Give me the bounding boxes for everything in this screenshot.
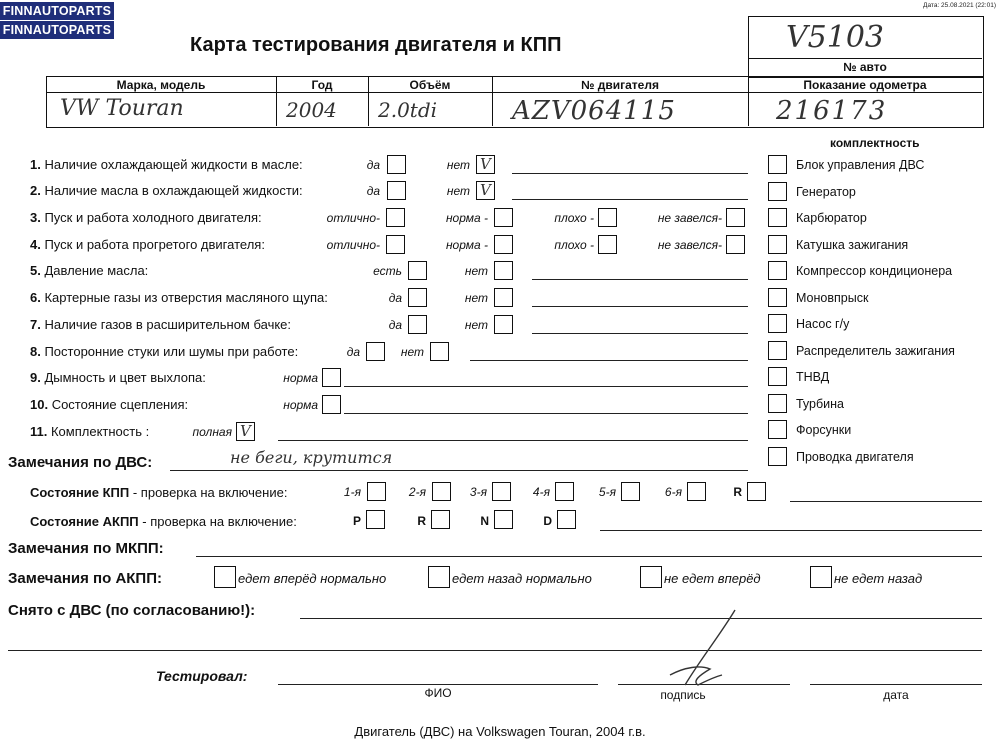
engine-remarks-value: не беги, крутится <box>230 448 393 467</box>
completeness-checkbox[interactable] <box>768 314 787 333</box>
completeness-checkbox[interactable] <box>768 447 787 466</box>
item-number: 7. <box>30 317 41 332</box>
completeness-item-label: Турбина <box>796 396 844 411</box>
item-number: 11. <box>30 424 48 439</box>
mode-checkbox[interactable] <box>431 510 450 529</box>
col-volume-header: Объём <box>409 78 451 92</box>
option-label: отлично- <box>326 238 380 252</box>
checkbox[interactable] <box>386 208 405 227</box>
mode-label: N <box>480 514 489 528</box>
option-label: плохо - <box>554 238 594 252</box>
completeness-item-label: Катушка зажигания <box>796 237 909 252</box>
gear-checkbox[interactable] <box>621 482 640 501</box>
kpp-label: Состояние КПП - проверка на включение: <box>30 485 288 500</box>
checkbox[interactable] <box>494 208 513 227</box>
item-number: 1. <box>30 157 41 172</box>
completeness-checkbox[interactable] <box>768 208 787 227</box>
akpp-remark-label: не едет назад <box>834 571 923 586</box>
mode-checkbox[interactable] <box>494 510 513 529</box>
akpp-remark-checkbox[interactable] <box>428 566 450 588</box>
fio-caption: ФИО <box>424 686 452 700</box>
check-mark: V <box>480 155 491 173</box>
item-number: 5. <box>30 263 41 278</box>
completeness-item-label: Генератор <box>796 184 856 199</box>
checklist-item-label <box>30 183 303 198</box>
option-label: не завелся- <box>657 211 722 225</box>
mode-label: P <box>352 514 361 528</box>
signature-image <box>640 605 750 700</box>
col-odometer-header: Показание одометра <box>803 78 927 92</box>
gear-checkbox[interactable] <box>747 482 766 501</box>
item-text: Дымность и цвет выхлопа: <box>40 370 206 385</box>
print-date: Дата: 25.08.2021 (22:01) <box>923 2 996 9</box>
checkbox[interactable] <box>494 288 513 307</box>
checkbox[interactable] <box>726 235 745 254</box>
gear-label: 3-я <box>469 485 487 499</box>
completeness-checkbox[interactable] <box>768 394 787 413</box>
divider <box>748 58 982 59</box>
item-text: Давление масла: <box>40 263 149 278</box>
model-value: VW Touran <box>60 96 184 121</box>
checklist-item-label <box>30 317 291 332</box>
volume-value: 2.0tdi <box>378 98 438 122</box>
checkbox[interactable] <box>387 181 406 200</box>
item-text: Состояние сцепления: <box>48 397 189 412</box>
engine-remarks-line[interactable] <box>170 470 748 471</box>
option-label: нет <box>446 184 470 198</box>
option-label: да <box>346 345 360 359</box>
completeness-checkbox[interactable] <box>768 341 787 360</box>
mode-label: D <box>543 514 552 528</box>
completeness-item-label: Форсунки <box>796 423 852 437</box>
year-value: 2004 <box>286 98 337 122</box>
gear-label: 2-я <box>408 485 426 499</box>
option-label: нет <box>464 291 488 305</box>
auto-number-label: № авто <box>843 60 887 74</box>
completeness-item-label: Моновпрыск <box>796 290 869 305</box>
answer-line[interactable] <box>532 306 748 307</box>
option-label: да <box>388 291 402 305</box>
akpp-label: Состояние АКПП - проверка на включение: <box>30 514 297 529</box>
completeness-checkbox[interactable] <box>768 235 787 254</box>
akpp-remark-label: не едет вперёд <box>664 571 761 586</box>
checklist-item-label <box>30 424 149 439</box>
checkbox[interactable] <box>598 208 617 227</box>
mode-label: R <box>417 514 426 528</box>
kpp-line[interactable] <box>790 501 982 502</box>
option-label: нет <box>464 264 488 278</box>
akpp-remark-checkbox[interactable] <box>214 566 236 588</box>
gear-checkbox[interactable] <box>687 482 706 501</box>
option-label: да <box>366 158 380 172</box>
checkbox[interactable] <box>476 155 495 174</box>
engine-number-value: AZV064115 <box>512 96 676 126</box>
item-text: Наличие масла в охлаждающей жидкости: <box>40 183 303 198</box>
checklist-item-label <box>30 157 303 172</box>
option-label: норма <box>283 371 318 385</box>
checkbox[interactable] <box>236 422 255 441</box>
check-mark: V <box>480 181 491 199</box>
col-year-header: Год <box>311 78 333 92</box>
completeness-checkbox[interactable] <box>768 367 787 386</box>
answer-line[interactable] <box>512 173 748 174</box>
completeness-checkbox[interactable] <box>768 182 787 201</box>
akpp-remark-checkbox[interactable] <box>810 566 832 588</box>
option-label: есть <box>373 264 402 278</box>
completeness-item-label: Карбюратор <box>796 211 867 225</box>
fio-line[interactable] <box>278 684 598 685</box>
check-mark: V <box>240 422 251 440</box>
completeness-item-label: Проводка двигателя <box>796 449 914 464</box>
checklist-item-label <box>30 397 188 412</box>
divider <box>46 92 982 93</box>
engine-remarks-label: Замечания по ДВС: <box>8 454 153 471</box>
signature-caption: подпись <box>660 688 706 702</box>
item-number: 10. <box>30 397 49 412</box>
date-caption: дата <box>883 688 909 702</box>
checkbox[interactable] <box>598 235 617 254</box>
item-text: Наличие газов в расширительном бачке: <box>40 317 292 332</box>
item-number: 8. <box>30 344 41 359</box>
item-text: Пуск и работа прогретого двигателя: <box>40 237 265 252</box>
checkbox[interactable] <box>494 235 513 254</box>
item-text: Посторонние стуки или шумы при работе: <box>40 344 299 359</box>
option-label: да <box>388 318 402 332</box>
page-title: Карта тестирования двигателя и КПП <box>190 34 562 56</box>
checklist-item-label <box>30 263 148 278</box>
checkbox[interactable] <box>386 235 405 254</box>
checkbox[interactable] <box>476 181 495 200</box>
completeness-checkbox[interactable] <box>768 420 787 439</box>
option-label: не завелся- <box>657 238 722 252</box>
item-number: 9. <box>30 370 41 385</box>
gear-checkbox[interactable] <box>492 482 511 501</box>
option-label: норма <box>283 398 318 412</box>
answer-line[interactable] <box>532 333 748 334</box>
checkbox[interactable] <box>430 342 449 361</box>
option-label: да <box>366 184 380 198</box>
gear-label: 1-я <box>343 485 361 499</box>
item-text: Пуск и работа холодного двигателя: <box>40 210 262 225</box>
auto-number-value: V5103 <box>786 20 885 55</box>
gear-label: 5-я <box>598 485 616 499</box>
option-label: норма - <box>445 211 488 225</box>
option-label: плохо - <box>554 211 594 225</box>
answer-line[interactable] <box>512 199 748 200</box>
checkbox[interactable] <box>408 288 427 307</box>
item-text: Картерные газы из отверстия масляного щупа: <box>40 290 328 305</box>
item-text: Наличие охлаждающей жидкости в масле: <box>40 157 303 172</box>
checklist-item-label <box>30 237 265 252</box>
completeness-item-label: Компрессор кондиционера <box>796 264 953 278</box>
checkbox[interactable] <box>322 368 341 387</box>
checkbox[interactable] <box>494 315 513 334</box>
item-number: 4. <box>30 237 41 252</box>
gear-label: 6-я <box>664 485 682 499</box>
removed-label: Снято с ДВС (по согласованию!): <box>8 602 256 619</box>
item-number: 6. <box>30 290 41 305</box>
option-label: полная <box>192 425 232 439</box>
checkbox[interactable] <box>408 261 427 280</box>
col-model-header: Марка, модель <box>116 78 206 92</box>
completeness-item-label: Распределитель зажигания <box>796 343 955 358</box>
gear-label: 4-я <box>532 485 550 499</box>
checklist-item-label <box>30 370 206 385</box>
tested-label: Тестировал: <box>156 668 248 684</box>
completeness-item-label: Блок управления ДВС <box>796 158 925 172</box>
checkbox[interactable] <box>494 261 513 280</box>
gear-checkbox[interactable] <box>555 482 574 501</box>
completeness-checkbox[interactable] <box>768 261 787 280</box>
mode-checkbox[interactable] <box>366 510 385 529</box>
completeness-checkbox[interactable] <box>768 155 787 174</box>
date-line[interactable] <box>810 684 982 685</box>
item-number: 3. <box>30 210 41 225</box>
checklist-item-label <box>30 210 262 225</box>
akpp-remark-label: едет назад нормально <box>452 571 592 586</box>
option-label: отлично- <box>326 211 380 225</box>
akpp-remark-checkbox[interactable] <box>640 566 662 588</box>
akpp-remark-label: едет вперёд нормально <box>238 571 387 586</box>
option-label: норма - <box>445 238 488 252</box>
answer-line[interactable] <box>344 386 748 387</box>
gear-checkbox[interactable] <box>367 482 386 501</box>
checkbox[interactable] <box>726 208 745 227</box>
checklist-item-label <box>30 290 328 305</box>
mkpp-remarks-line[interactable] <box>196 556 982 557</box>
gear-label: R <box>733 485 742 499</box>
answer-line[interactable] <box>278 440 748 441</box>
answer-line[interactable] <box>532 279 748 280</box>
akpp-line[interactable] <box>600 530 982 531</box>
completeness-title: комплектность <box>830 136 920 150</box>
checkbox[interactable] <box>322 395 341 414</box>
checkbox[interactable] <box>408 315 427 334</box>
checkbox[interactable] <box>387 155 406 174</box>
checkbox[interactable] <box>366 342 385 361</box>
option-label: нет <box>446 158 470 172</box>
mode-checkbox[interactable] <box>557 510 576 529</box>
odometer-value: 216173 <box>776 96 888 126</box>
brand-logo: FINNAUTOPARTS <box>0 2 114 20</box>
answer-line[interactable] <box>344 413 748 414</box>
image-caption: Двигатель (ДВС) на Volkswagen Touran, 2004 г.в. <box>354 724 646 739</box>
brand-logo: FINNAUTOPARTS <box>0 21 114 39</box>
item-number: 2. <box>30 183 41 198</box>
answer-line[interactable] <box>470 360 748 361</box>
completeness-item-label: Насос г/у <box>796 317 850 331</box>
col-engine-header: № двигателя <box>581 78 659 92</box>
option-label: нет <box>464 318 488 332</box>
item-text: Комплектность : <box>47 424 150 439</box>
option-label: нет <box>400 345 424 359</box>
completeness-checkbox[interactable] <box>768 288 787 307</box>
completeness-item-label: ТНВД <box>796 370 830 384</box>
removed-line-2[interactable] <box>8 650 982 651</box>
mkpp-remarks-label: Замечания по МКПП: <box>8 540 164 557</box>
checklist-item-label <box>30 344 298 359</box>
akpp-remarks-label: Замечания по АКПП: <box>8 570 162 587</box>
gear-checkbox[interactable] <box>432 482 451 501</box>
